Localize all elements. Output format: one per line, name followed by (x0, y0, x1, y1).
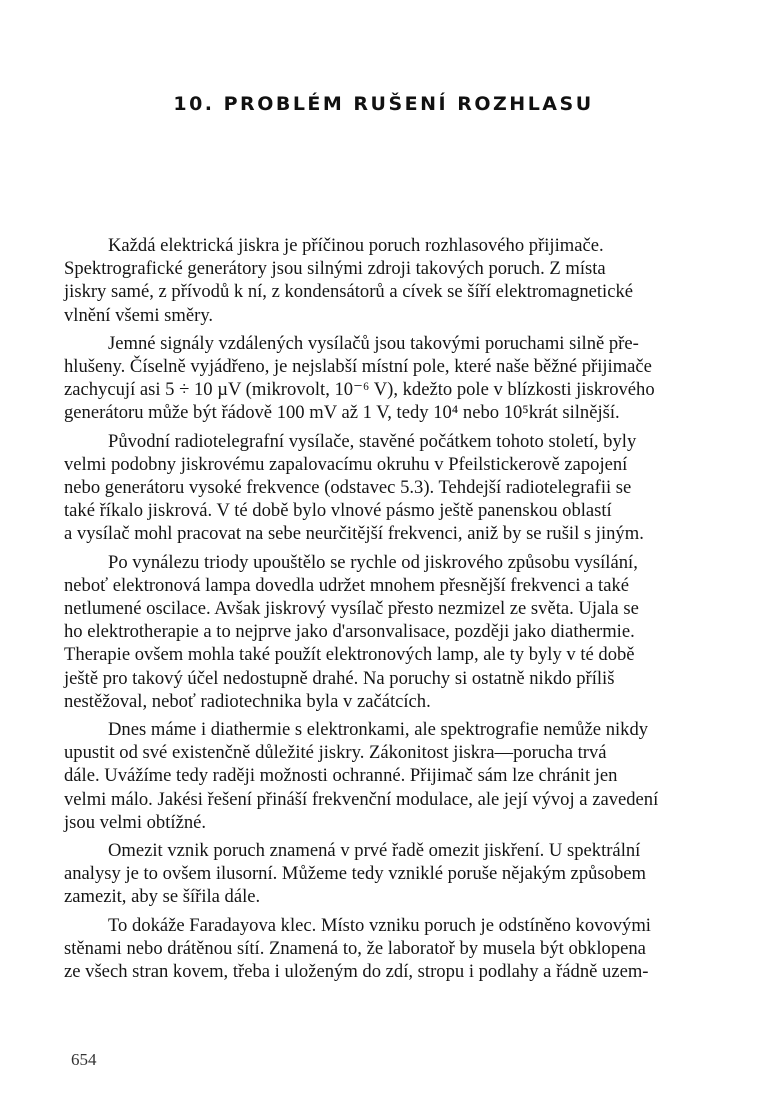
page-number: 654 (71, 1050, 97, 1069)
text-line: generátoru může být řádově 100 mV až 1 V, tedy 10⁴ nebo 10⁵krát silnější. (64, 402, 620, 424)
text-line: Spektrografické generátory jsou silnými zdroji takových poruch. Z místa (64, 258, 606, 280)
paragraph (64, 430, 752, 546)
paragraph (64, 234, 752, 327)
text-line: nebo generátoru vysoké frekvence (odstavec 5.3). Tehdejší radiotelegrafii se (64, 477, 632, 499)
text-line: Každá elektrická jiskra je příčinou poruch rozhlasového přijimače. (108, 235, 604, 256)
text-line: upustit od své existenčně důležité jiskry. Zákonitost jiskra—porucha trvá (64, 742, 607, 764)
text-line: jiskry samé, z přívodů k ní, z kondensátorů a cívek se šíří elektromagnetické (64, 281, 634, 303)
text-line: dále. Uvážíme tedy raději možnosti ochranné. Přijimač sám lze chránit jen (64, 765, 618, 787)
paragraph (64, 839, 752, 909)
text-line: hlušeny. Číselně vyjádřeno, je nejslabší místní pole, které naše běžné přijimače (64, 356, 652, 378)
text-line: zachycují asi 5 ÷ 10 µV (mikrovolt, 10⁻⁶ V), kdežto pole v blízkosti jiskrového (64, 379, 655, 401)
body-text (64, 234, 752, 988)
text-line: ze všech stran kovem, třeba i uloženým do zdí, stropu i podlahy a řádně uzem- (64, 961, 649, 983)
paragraph (64, 551, 752, 713)
text-line: To dokáže Faradayova klec. Místo vzniku poruch je odstíněno kovovými (108, 914, 651, 936)
text-line: netlumené oscilace. Avšak jiskrový vysílač přesto nezmizel ze světa. Ujala se (64, 598, 639, 620)
paragraph (64, 332, 752, 425)
text-line: ho elektrotherapie a to nejprve jako d'arsonvalisace, později jako diathermie. (64, 621, 635, 643)
text-line: neboť elektronová lampa dovedla udržet mnohem přesnější frekvenci a také (64, 574, 630, 596)
text-line: vlnění všemi směry. (64, 304, 214, 326)
text-line: a vysílač mohl pracovat na sebe neurčitější frekvenci, aniž by se rušil s jiným. (64, 523, 644, 545)
text-line: stěnami nebo drátěnou sítí. Znamená to, že laboratoř by musela být obklopena (64, 937, 646, 959)
text-line: Po vynálezu triody upouštělo se rychle od jiskrového způsobu vysílání, (108, 551, 638, 573)
paragraph (64, 914, 752, 984)
text-line: zamezit, aby se šířila dále. (64, 886, 261, 908)
text-line: Původní radiotelegrafní vysílače, stavěné počátkem tohoto století, byly (108, 430, 637, 452)
text-line: také říkalo jiskrová. V té době bylo vlnové pásmo ještě panenskou oblastí (64, 500, 612, 522)
paragraph (64, 718, 752, 834)
text-line: Jemné signály vzdálených vysílačů jsou takovými poruchami silně pře- (108, 332, 639, 354)
text-line: ještě pro takový účel nedostupně drahé. Na poruchy si ostatně nikdo příliš (64, 667, 615, 689)
text-line: analysy je to ovšem ilusorní. Můžeme tedy vzniklé poruše nějakým způsobem (64, 863, 646, 885)
text-line: Dnes máme i diathermie s elektronkami, ale spektrografie nemůže nikdy (108, 719, 649, 741)
text-line: velmi podobny jiskrovému zapalovacímu okruhu v Pfeilstickerově zapojení (64, 453, 628, 475)
text-line: Therapie ovšem mohla také použít elektronových lamp, ale ty byly v té době (64, 644, 635, 666)
text-line: nestěžoval, neboť radiotechnika byla v začátcích. (64, 690, 431, 712)
text-line: Omezit vznik poruch znamená v prvé řadě omezit jiskření. U spektrální (108, 840, 641, 862)
text-line: velmi málo. Jakési řešení přináší frekvenční modulace, ale její vývoj a zavedení (64, 788, 659, 810)
text-line: jsou velmi obtížné. (64, 811, 207, 833)
chapter-title: 10. PROBLÉM RUŠENÍ ROZHLASU (173, 93, 594, 115)
